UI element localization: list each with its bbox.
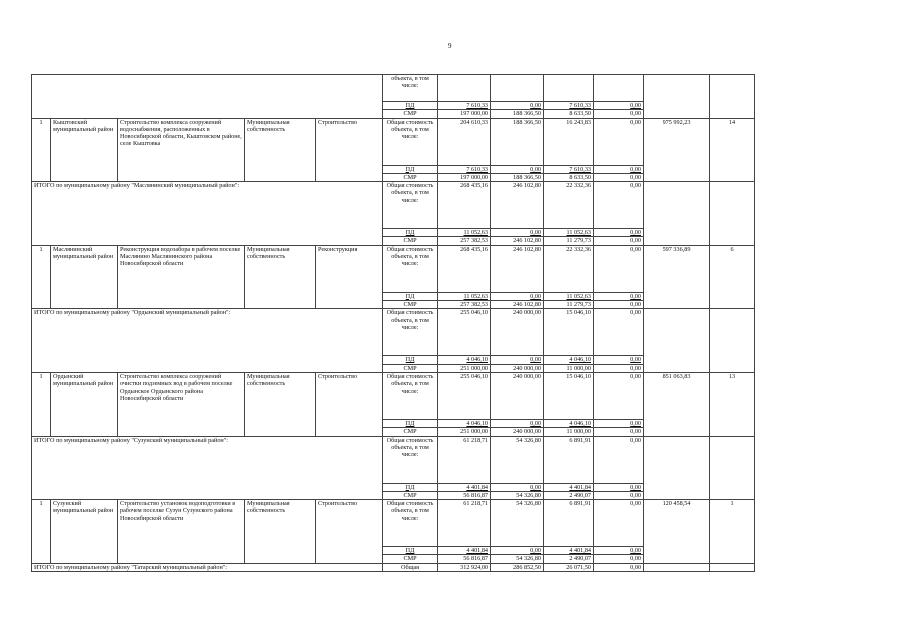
value-cell: 4 401,84 [438,547,491,555]
value-cell: 0,00 [594,436,644,483]
value-cell: 255 046,10 [438,372,491,419]
value-cell: 4 046,10 [438,419,491,427]
empty-cell [644,563,710,571]
value-cell: 11 000,00 [544,428,594,436]
value-cell: 15 046,10 [544,309,594,356]
value-cell: 22 332,36 [544,245,594,292]
value-cell: 6 891,91 [544,436,594,483]
district-name: Кыштовский муниципальный район [51,118,118,182]
investment-table [31,74,755,572]
value-cell: 251 000,00 [438,364,491,372]
ownership: Муниципальная собственность [245,118,316,182]
table-row [32,309,755,356]
value-cell: 4 401,84 [544,483,594,491]
value-cell: 54 326,80 [491,491,544,499]
value-cell: 197 000,00 [438,173,491,181]
smr-label: СМР [383,110,438,118]
capacity-value: 597 336,89 [644,245,710,309]
value-cell: 11 052,63 [544,229,594,237]
project-name: Строительство установок водоподготовки в рабочем поселке Сузун Сузунского района Новосибирской области [118,500,245,564]
term-value: 13 [710,372,755,436]
value-cell: 0,00 [594,237,644,245]
cost-label: Общая стоимость объекта, в том числе: [383,309,438,356]
ownership: Муниципальная собственность [245,372,316,436]
value-cell: 0,00 [594,563,644,571]
value-cell: 0,00 [491,419,544,427]
value-cell: 0,00 [491,483,544,491]
value-cell: 240 000,00 [491,428,544,436]
value-cell: 2 490,07 [544,491,594,499]
value-cell [491,75,544,102]
value-cell: 11 052,63 [544,292,594,300]
capacity-value: 851 063,83 [644,372,710,436]
empty-cell [644,309,710,373]
value-cell: 61 218,71 [438,436,491,483]
value-cell: 0,00 [594,419,644,427]
district-name: Сузунский муниципальный район [51,500,118,564]
value-cell: 7 610,33 [544,102,594,110]
value-cell: 246 102,80 [491,237,544,245]
district-total-label: ИТОГО по муниципальному району "Маслянинский муниципальный район": [32,182,383,246]
cost-label: объекта, в том числе: [383,75,438,102]
smr-label: СМР [383,173,438,181]
value-cell: 240 000,00 [491,364,544,372]
value-cell: 4 046,10 [544,419,594,427]
value-cell: 7 610,33 [438,102,491,110]
value-cell: 56 816,87 [438,491,491,499]
term-value: 6 [710,245,755,309]
value-cell: 7 610,33 [438,165,491,173]
pd-label: ПД [383,229,438,237]
value-cell: 6 891,91 [544,500,594,547]
value-cell: 240 000,00 [491,309,544,356]
smr-label: СМР [383,555,438,563]
cost-label: Общая стоимость объекта, в том числе: [383,118,438,165]
value-cell: 0,00 [594,301,644,309]
value-cell: 0,00 [594,483,644,491]
value-cell: 0,00 [594,555,644,563]
value-cell: 0,00 [491,547,544,555]
value-cell [438,75,491,102]
value-cell: 197 000,00 [438,110,491,118]
pd-label: ПД [383,547,438,555]
value-cell: 0,00 [491,356,544,364]
value-cell: 61 218,71 [438,500,491,547]
value-cell [594,75,644,102]
pd-label: ПД [383,165,438,173]
ownership: Муниципальная собственность [245,245,316,309]
value-cell: 4 046,10 [438,356,491,364]
page-number: 9 [448,42,452,50]
value-cell: 11 052,63 [438,229,491,237]
value-cell: 0,00 [491,102,544,110]
value-cell: 11 052,63 [438,292,491,300]
value-cell: 0,00 [491,165,544,173]
value-cell: 240 000,00 [491,372,544,419]
value-cell: 16 243,83 [544,118,594,165]
value-cell: 26 071,50 [544,563,594,571]
item-number: 1 [32,118,51,182]
value-cell: 4 401,84 [438,483,491,491]
value-cell: 255 046,10 [438,309,491,356]
item-number: 1 [32,372,51,436]
item-number: 1 [32,500,51,564]
value-cell: 268 435,16 [438,182,491,229]
value-cell: 0,00 [594,547,644,555]
item-number: 1 [32,245,51,309]
cost-label: Общая стоимость объекта, в том числе: [383,500,438,547]
value-cell: 0,00 [594,173,644,181]
district-name: Ордынский муниципальный район [51,372,118,436]
pd-label: ПД [383,419,438,427]
value-cell: 251 000,00 [438,428,491,436]
table-row [32,563,755,571]
pd-label: ПД [383,356,438,364]
work-type: Реконструкция [316,245,383,309]
empty-cell [710,75,755,119]
district-total-label: ИТОГО по муниципальному району "Ордынский муниципальный район": [32,309,383,373]
district-total-label: ИТОГО по муниципальному району "Сузунский муниципальный район": [32,436,383,500]
value-cell: 257 382,53 [438,301,491,309]
term-value: 14 [710,118,755,182]
table-row [32,118,755,165]
value-cell: 0,00 [594,428,644,436]
district-name: Маслянинский муниципальный район [51,245,118,309]
empty-cell [710,182,755,246]
value-cell: 0,00 [594,372,644,419]
value-cell: 268 435,16 [438,245,491,292]
empty-cell [644,182,710,246]
value-cell: 54 326,80 [491,436,544,483]
table-row [32,500,755,547]
work-type: Строительство [316,500,383,564]
district-total-label: ИТОГО по муниципальному району "Татарский муниципальный район": [32,563,383,571]
table-row [32,75,755,102]
value-cell: 54 326,80 [491,555,544,563]
value-cell: 0,00 [594,229,644,237]
smr-label: СМР [383,237,438,245]
value-cell: 0,00 [594,356,644,364]
value-cell: 15 046,10 [544,372,594,419]
empty-cell [32,75,383,119]
pd-label: ПД [383,102,438,110]
empty-cell [644,436,710,500]
value-cell [544,75,594,102]
value-cell: 8 633,50 [544,173,594,181]
project-name: Строительство комплекса сооружений водоснабжения, расположенных в Новосибирской области, Кыштовском районе, селе Кыштовка [118,118,245,182]
work-type: Строительство [316,372,383,436]
cost-label: Общая стоимость объекта, в том числе: [383,182,438,229]
value-cell: 0,00 [594,309,644,356]
value-cell: 204 610,33 [438,118,491,165]
table-row [32,245,755,292]
cost-label: Общая стоимость объекта, в том числе: [383,372,438,419]
value-cell: 312 924,00 [438,563,491,571]
value-cell: 0,00 [594,165,644,173]
value-cell: 0,00 [594,245,644,292]
value-cell: 246 102,80 [491,245,544,292]
value-cell: 11 279,73 [544,237,594,245]
value-cell: 0,00 [491,292,544,300]
cost-label: Общая стоимость объекта, в том числе: [383,245,438,292]
cost-label: Общая стоимость объекта, в том числе: [383,436,438,483]
capacity-value: 120 458,54 [644,500,710,564]
value-cell: 188 366,50 [491,173,544,181]
value-cell: 0,00 [594,292,644,300]
table-row [32,372,755,419]
value-cell: 286 852,50 [491,563,544,571]
value-cell: 22 332,36 [544,182,594,229]
term-value: 1 [710,500,755,564]
value-cell: 0,00 [594,500,644,547]
smr-label: СМР [383,428,438,436]
empty-cell [710,563,755,571]
value-cell: 257 382,53 [438,237,491,245]
value-cell: 11 000,00 [544,364,594,372]
value-cell: 4 046,10 [544,356,594,364]
cost-label: Общая [383,563,438,571]
value-cell: 56 816,87 [438,555,491,563]
value-cell: 0,00 [594,364,644,372]
value-cell: 4 401,84 [544,547,594,555]
empty-cell [710,436,755,500]
value-cell: 188 366,50 [491,110,544,118]
smr-label: СМР [383,364,438,372]
value-cell: 0,00 [594,491,644,499]
value-cell: 0,00 [594,118,644,165]
value-cell: 188 366,50 [491,118,544,165]
value-cell: 54 326,80 [491,500,544,547]
value-cell: 246 102,80 [491,182,544,229]
value-cell: 2 490,07 [544,555,594,563]
smr-label: СМР [383,301,438,309]
value-cell: 0,00 [594,182,644,229]
value-cell: 0,00 [594,110,644,118]
pd-label: ПД [383,292,438,300]
ownership: Муниципальная собственность [245,500,316,564]
project-name: Строительство комплекса сооружений очистки подземных вод в рабочем поселке Ордынское Ордынского района Новосибирской области [118,372,245,436]
empty-cell [710,309,755,373]
value-cell: 0,00 [491,229,544,237]
table-row [32,182,755,229]
smr-label: СМР [383,491,438,499]
value-cell: 246 102,80 [491,301,544,309]
pd-label: ПД [383,483,438,491]
empty-cell [644,75,710,119]
value-cell: 8 633,50 [544,110,594,118]
project-name: Реконструкция водозабора в рабочем поселке Маслянино Маслянинского района Новосибирской области [118,245,245,309]
capacity-value: 975 992,23 [644,118,710,182]
value-cell: 11 279,73 [544,301,594,309]
work-type: Строительство [316,118,383,182]
table-row [32,436,755,483]
value-cell: 0,00 [594,102,644,110]
value-cell: 7 610,33 [544,165,594,173]
